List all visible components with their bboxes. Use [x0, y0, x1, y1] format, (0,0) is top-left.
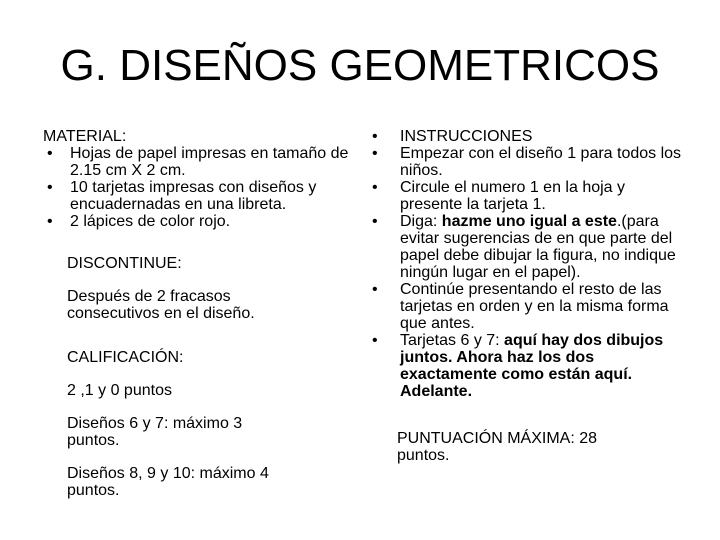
page-title: G. DISEÑOS GEOMETRICOS — [60, 41, 660, 90]
instruction-item-5-prefix: Tarjetas 6 y 7: — [400, 332, 505, 349]
material-list — [43, 145, 363, 230]
instruction-item-5-bold: aquí hay dos dibujos juntos. Ahora haz los dos exactamente como están aquí. Adelante. — [400, 332, 664, 400]
list-item — [43, 179, 363, 213]
bullet: • — [47, 179, 53, 196]
bullet: • — [372, 145, 378, 162]
bullet: • — [372, 128, 378, 145]
bullet: • — [372, 332, 378, 349]
list-item — [43, 213, 363, 230]
designs-6-7-score: Diseños 6 y 7: máximo 3 puntos. — [67, 415, 243, 449]
instructions-column — [372, 128, 682, 464]
material-item-2: 10 tarjetas impresas con diseños y encuadernadas en una libreta. — [70, 179, 317, 213]
instruction-item-3-rest: .(para evitar sugerencias de en que parte del papel debe dibujar la figura, no indique ningún lugar en el papel). — [400, 213, 676, 281]
designs-8-10-score: Diseños 8, 9 y 10: máximo 4 puntos. — [67, 465, 269, 499]
list-item — [372, 213, 682, 281]
bullet: • — [47, 145, 53, 162]
instructions-list — [372, 128, 682, 400]
instruction-item-1: Empezar con el diseño 1 para todos los niños. — [400, 145, 682, 179]
score-label: CALIFICACIÓN: — [67, 349, 184, 366]
list-item — [372, 281, 682, 332]
bullet: • — [47, 213, 53, 230]
material-item-3: 2 lápices de color rojo. — [70, 213, 231, 230]
list-item — [43, 145, 363, 179]
list-item — [372, 332, 682, 400]
discontinue-label: DISCONTINUE: — [67, 255, 182, 272]
list-item — [372, 128, 682, 145]
bullet: • — [372, 179, 378, 196]
material-heading: MATERIAL: — [43, 128, 127, 145]
list-item — [372, 179, 682, 213]
bullet: • — [372, 281, 378, 298]
material-item-1: Hojas de papel impresas en tamaño de 2.15 cm X 2 cm. — [70, 145, 349, 179]
max-score: PUNTUACIÓN MÁXIMA: 28 puntos. — [397, 430, 598, 464]
instruction-item-4: Continúe presentando el resto de las tarjetas en orden y en la misma forma que antes. — [400, 281, 669, 332]
score-values: 2 ,1 y 0 puntos — [67, 382, 172, 399]
list-item — [372, 145, 682, 179]
instructions-heading: INSTRUCCIONES — [400, 128, 533, 145]
instruction-item-3-bold: hazme uno igual a este — [441, 213, 617, 230]
instruction-item-2: Circule el numero 1 en la hoja y presente la tarjeta 1. — [400, 179, 626, 213]
material-column — [43, 128, 363, 499]
instruction-item-3-prefix: Diga: — [400, 213, 442, 230]
discontinue-text: Después de 2 fracasos consecutivos en el diseño. — [67, 288, 255, 322]
bullet: • — [372, 213, 378, 230]
